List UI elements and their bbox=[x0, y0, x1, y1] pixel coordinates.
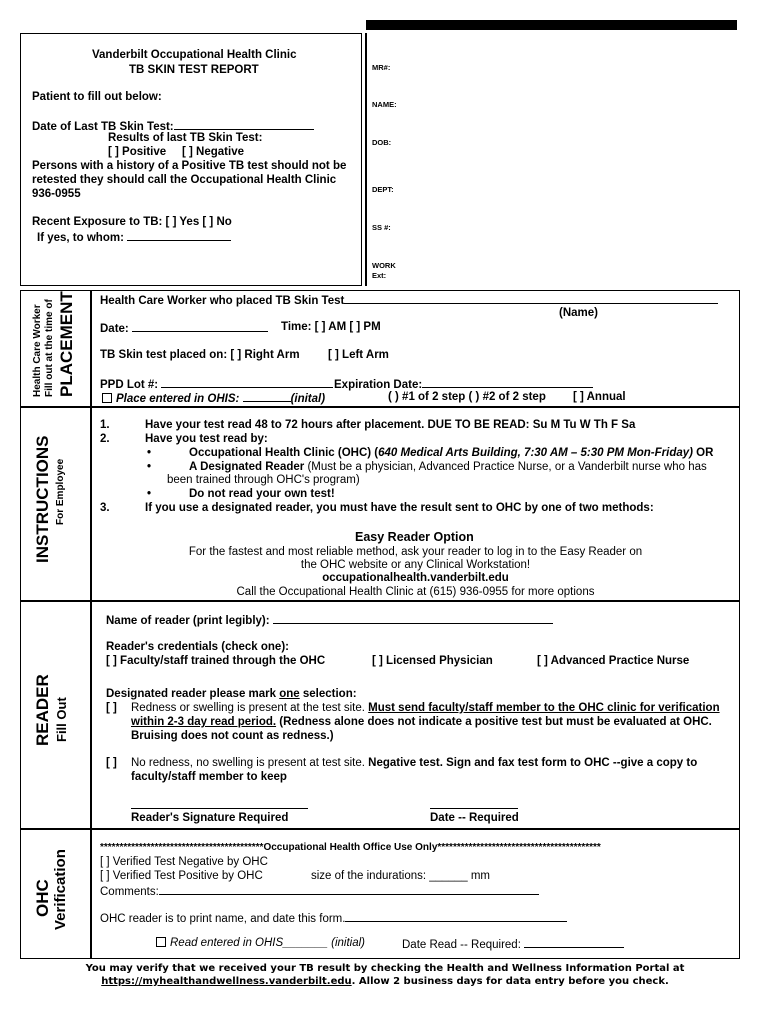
date-read-line[interactable] bbox=[524, 936, 624, 948]
instructions-side-1: INSTRUCTIONS bbox=[33, 435, 52, 563]
negative-select-line-2: faculty/staff member to keep bbox=[131, 771, 287, 783]
comments-line[interactable] bbox=[159, 883, 539, 895]
instructions-side-2: For Employee bbox=[55, 458, 66, 525]
easy-reader-line-3: Call the Occupational Health Clinic at (615) 936-0955 for more options bbox=[236, 586, 595, 598]
placement-time[interactable]: Time: [ ] AM [ ] PM bbox=[281, 321, 381, 333]
date-last-test: Date of Last TB Skin Test: bbox=[32, 118, 314, 134]
placement-date-line[interactable] bbox=[132, 320, 268, 332]
patient-fill-label: Patient to fill out below: bbox=[32, 91, 162, 103]
cred-apn[interactable]: [ ] Advanced Practice Nurse bbox=[537, 655, 690, 667]
history-line-2: retested they should call the Occupational Health Clinic bbox=[32, 174, 337, 186]
designated-option: A Designated Reader (Must be a physician, Advanced Practice Nurse, or a Vanderbilt nurse who has bbox=[189, 461, 707, 473]
annual-option[interactable]: [ ] Annual bbox=[573, 391, 626, 403]
reader-side-1: READER bbox=[33, 674, 52, 746]
item-1-number: 1. bbox=[100, 419, 110, 431]
name-field[interactable]: NAME: bbox=[372, 100, 397, 109]
cred-faculty[interactable]: [ ] Faculty/staff trained through the OHC bbox=[106, 655, 326, 667]
clinic-name: Vanderbilt Occupational Health Clinic bbox=[92, 49, 297, 61]
portal-link[interactable]: https://myhealthandwellness.vanderbilt.edu bbox=[101, 976, 352, 987]
work-field[interactable]: WORK bbox=[372, 261, 396, 270]
own-test-warning: Do not read your own test! bbox=[189, 488, 335, 500]
whom-line[interactable] bbox=[127, 229, 231, 241]
id-fields-divider bbox=[365, 33, 367, 286]
bullet-ohc: • bbox=[147, 447, 152, 459]
item-2: Have you test read by: bbox=[145, 433, 268, 445]
print-name-line[interactable] bbox=[345, 910, 567, 922]
reader-name: Name of reader (print legibly): bbox=[106, 612, 553, 628]
comments: Comments: bbox=[100, 883, 539, 899]
verified-positive[interactable]: [ ] Verified Test Positive by OHC bbox=[100, 870, 263, 882]
header-bar bbox=[366, 20, 737, 30]
name-caption: (Name) bbox=[559, 307, 598, 319]
placement-divider bbox=[90, 290, 92, 407]
positive-checkbox[interactable]: [ ] Positive bbox=[108, 146, 167, 158]
credentials-label: Reader's credentials (check one): bbox=[106, 641, 289, 653]
report-title: TB SKIN TEST REPORT bbox=[129, 64, 259, 76]
ohc-side-1: OHC bbox=[33, 879, 52, 917]
ohis-checkbox[interactable] bbox=[102, 393, 112, 403]
arm-site[interactable]: TB Skin test placed on: [ ] Right Arm bbox=[100, 349, 300, 361]
item-2-number: 2. bbox=[100, 433, 110, 445]
reader-date-line[interactable] bbox=[430, 808, 518, 809]
easy-reader-line-1: For the fastest and most reliable method, ask your reader to log in to the Easy Reader on bbox=[188, 546, 643, 558]
placement-date: Date: bbox=[100, 320, 268, 336]
placement-side-1: Health Care Worker bbox=[32, 304, 43, 397]
verified-negative[interactable]: [ ] Verified Test Negative by OHC bbox=[100, 856, 268, 868]
print-name-instruction: OHC reader is to print name, and date this form. bbox=[100, 910, 567, 926]
positive-select-line-1: Redness or swelling is present at the test site. Must send faculty/staff member to the OHC clinic for verification bbox=[131, 702, 720, 714]
dept-field[interactable]: DEPT: bbox=[372, 185, 394, 194]
positive-select-line-3: Bruising does not count as redness.) bbox=[131, 730, 334, 742]
history-line-3: 936-0955 bbox=[32, 188, 81, 200]
reader-divider bbox=[90, 601, 92, 829]
cred-physician[interactable]: [ ] Licensed Physician bbox=[372, 655, 493, 667]
positive-select-checkbox[interactable]: [ ] bbox=[106, 702, 117, 714]
select-label: Designated reader please mark one selection: bbox=[106, 688, 357, 700]
ohis-entry[interactable]: Place entered in OHIS: (inital) bbox=[102, 390, 325, 406]
read-ohis-checkbox[interactable] bbox=[156, 937, 166, 947]
signature-label: Reader's Signature Required bbox=[131, 812, 289, 824]
bullet-own: • bbox=[147, 488, 152, 500]
designated-option-cont: been trained through OHC's program) bbox=[167, 474, 360, 486]
ext-field[interactable]: Ext: bbox=[372, 271, 387, 280]
if-yes-whom: If yes, to whom: bbox=[37, 229, 231, 245]
date-last-line[interactable] bbox=[174, 118, 314, 130]
placed-by-line[interactable] bbox=[344, 292, 718, 304]
ppd-lot-line[interactable] bbox=[161, 376, 333, 388]
footer-line-1: You may verify that we received your TB result by checking the Health and Wellness Information Portal at bbox=[85, 963, 685, 974]
ohc-banner: ******************************************Occupational Health Office Use Only****************************************** bbox=[100, 842, 601, 853]
ohc-side-2: Verification bbox=[52, 849, 69, 930]
ohc-divider bbox=[90, 829, 92, 959]
positive-select-line-2: within 2-3 day read period. (Redness alone does not indicate a positive test but must be evaluated at OHC. bbox=[131, 716, 712, 728]
bullet-designated: • bbox=[147, 461, 152, 473]
footer-line-2: https://myhealthandwellness.vanderbilt.edu. Allow 2 business days for data entry before you check. bbox=[101, 976, 669, 987]
results-last-label: Results of last TB Skin Test: bbox=[108, 132, 263, 144]
expiration-line[interactable] bbox=[422, 376, 593, 388]
reader-side-2: Fill Out bbox=[54, 697, 69, 742]
easy-reader-url[interactable]: occupationalhealth.vanderbilt.edu bbox=[322, 572, 509, 584]
date-read: Date Read -- Required: bbox=[402, 936, 624, 952]
ss-field[interactable]: SS #: bbox=[372, 223, 391, 232]
signature-line[interactable] bbox=[131, 808, 308, 809]
dob-field[interactable]: DOB: bbox=[372, 138, 392, 147]
mr-field[interactable]: MR#: bbox=[372, 63, 391, 72]
history-line-1: Persons with a history of a Positive TB test should not be bbox=[32, 160, 347, 172]
placement-side-2: Fill out at the time of bbox=[44, 299, 55, 397]
induration-size[interactable]: size of the indurations: ______ mm bbox=[311, 870, 490, 882]
negative-checkbox[interactable]: [ ] Negative bbox=[182, 146, 244, 158]
item-3-number: 3. bbox=[100, 502, 110, 514]
left-arm[interactable]: [ ] Left Arm bbox=[328, 349, 389, 361]
item-1: Have your test read 48 to 72 hours after placement. DUE TO BE READ: Su M Tu W Th F Sa bbox=[145, 419, 636, 431]
reader-name-line[interactable] bbox=[273, 612, 553, 624]
expiration: Expiration Date: bbox=[334, 376, 593, 392]
easy-reader-line-2: the OHC website or any Clinical Workstation! bbox=[300, 559, 531, 571]
exposure-question[interactable]: Recent Exposure to TB: [ ] Yes [ ] No bbox=[32, 216, 232, 228]
ohc-option: Occupational Health Clinic (OHC) (640 Medical Arts Building, 7:30 AM – 5:30 PM Mon-Friday) OR bbox=[189, 447, 714, 459]
placed-by: Health Care Worker who placed TB Skin Test bbox=[100, 292, 718, 308]
negative-select-checkbox[interactable]: [ ] bbox=[106, 757, 117, 769]
ppd-lot: PPD Lot #: bbox=[100, 376, 333, 392]
step-options[interactable]: ( ) #1 of 2 step ( ) #2 of 2 step bbox=[388, 391, 546, 403]
read-ohis[interactable]: Read entered in OHIS_______ (initial) bbox=[156, 936, 365, 950]
item-3: If you use a designated reader, you must have the result sent to OHC by one of two methods: bbox=[145, 502, 654, 514]
easy-reader-title: Easy Reader Option bbox=[355, 530, 474, 544]
reader-date-label: Date -- Required bbox=[430, 812, 519, 824]
negative-select-line-1: No redness, no swelling is present at test site. Negative test. Sign and fax test form to OHC --give a copy to bbox=[131, 757, 698, 769]
placement-side-3: PLACEMENT bbox=[57, 291, 76, 397]
